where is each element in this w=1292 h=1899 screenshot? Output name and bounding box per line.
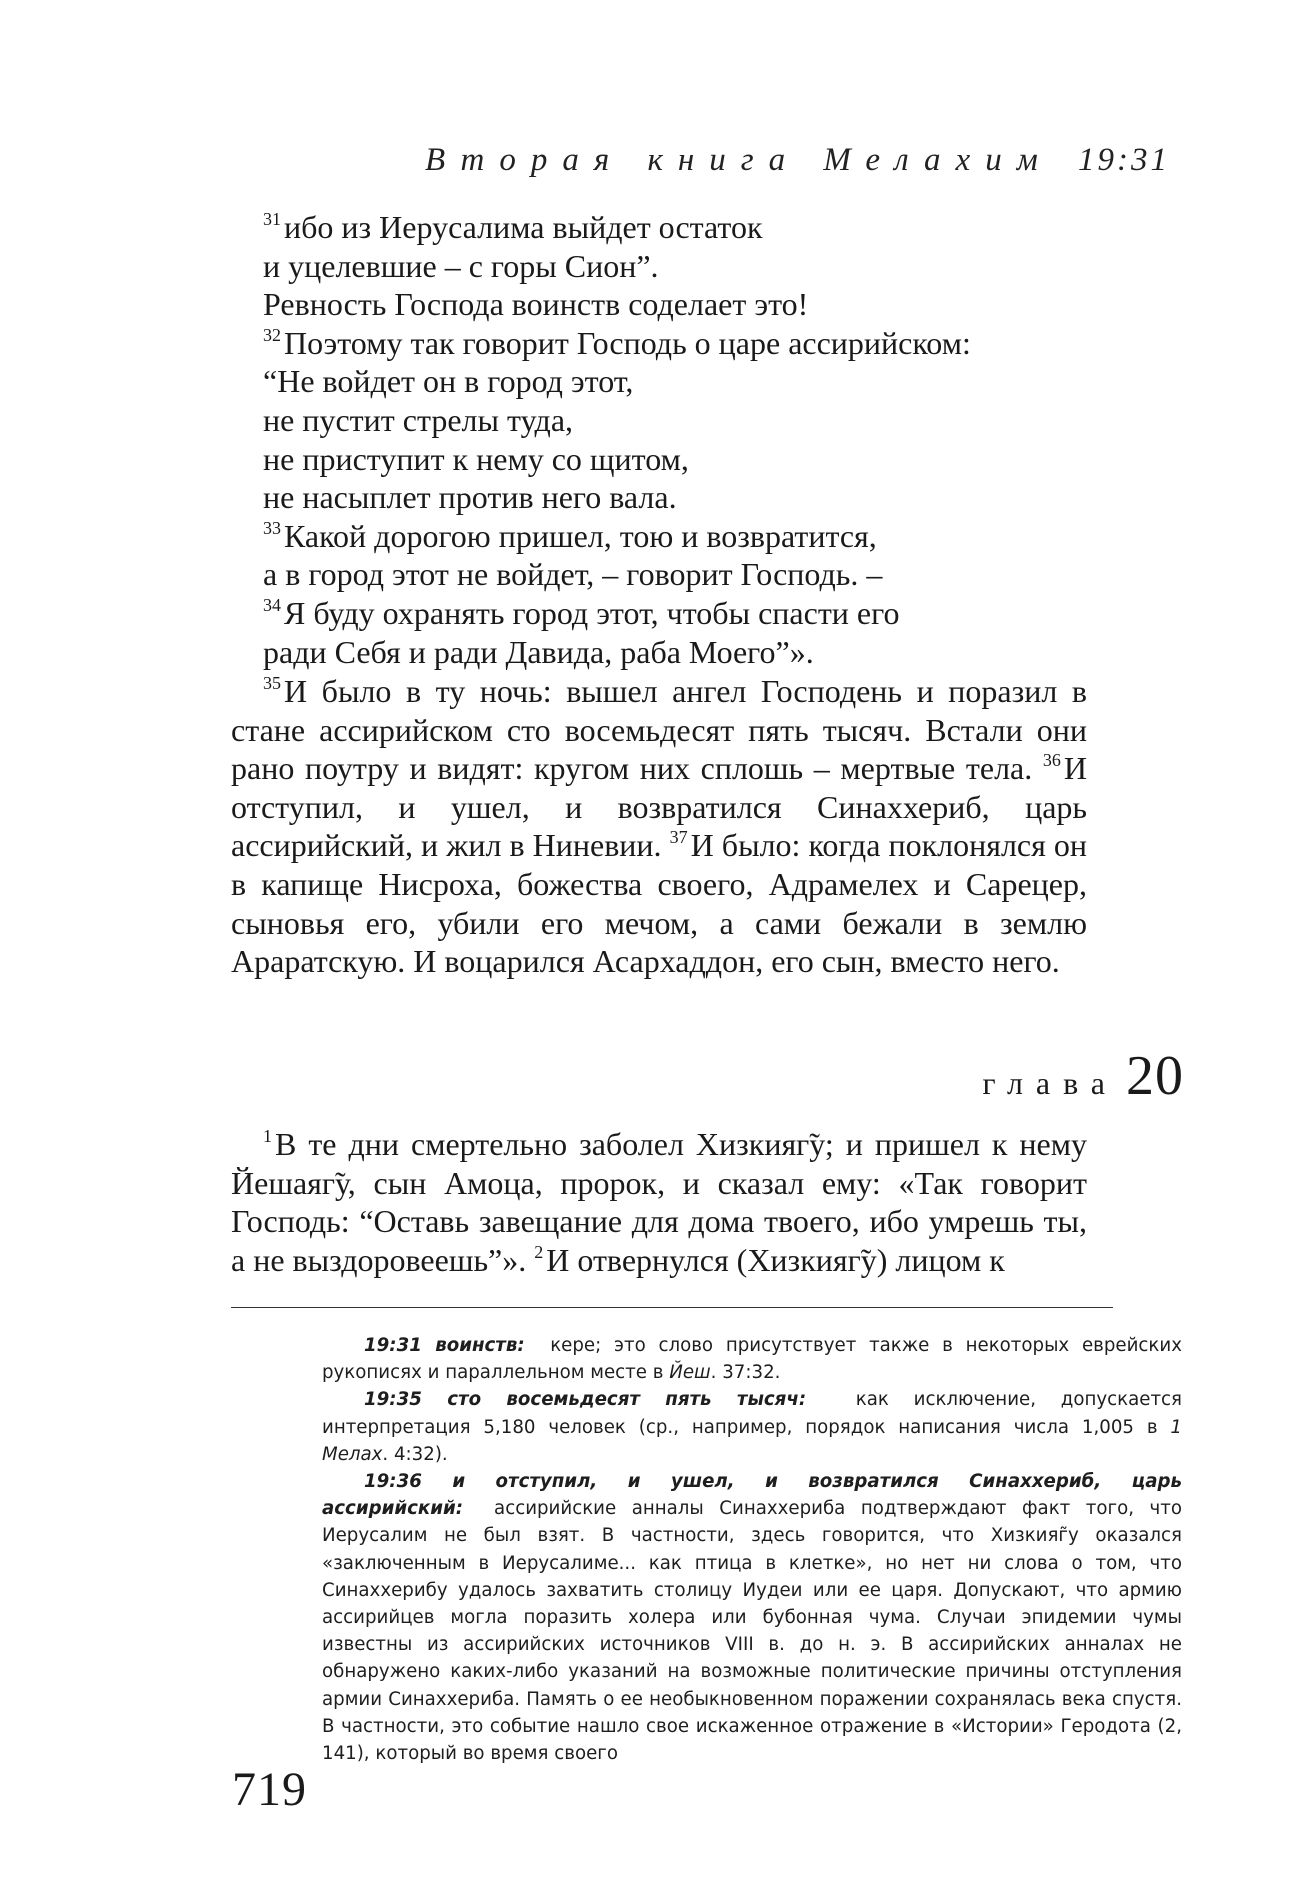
verse-text: И было в ту ночь: вышел ангел Господень и поразил в стане ассирийском сто восемьдесят пять тысяч. Встали они рано поутру и видят: кругом них сплошь – мертвые тела. [231, 673, 1087, 787]
verse-text: И отвернулся (Хизкияг̃у) лицом к [546, 1241, 1005, 1278]
verse-text: В те дни смертельно заболел Хизкияг̃у; и пришел к нему Йешаяг̃у, сын Амоца, пророк, и сказал ему: «Так говорит Господь: “Оставь завещание для дома твоего, ибо умрешь ты, а не выздоровеешь”». [231, 1126, 1087, 1278]
footnote-italic: Йеш [669, 1362, 711, 1384]
chapter-label: глава [982, 1065, 1118, 1101]
running-header [0, 142, 1292, 182]
poem-line [263, 555, 1113, 594]
poetic-verses [263, 208, 1113, 671]
poem-line [263, 285, 1113, 324]
poem-line-text: “Не войдет он в город этот, [263, 363, 634, 400]
verse-number: 35 [263, 673, 281, 693]
poem-line [263, 478, 1113, 517]
poem-line-text: Я буду охранять город этот, чтобы спасти его [284, 594, 900, 631]
footnote-italic: 1 Мелах [322, 1416, 1182, 1465]
running-reference: 19:31 [1078, 142, 1170, 178]
poem-line-text: ради Себя и ради Давида, раба Моего”». [263, 633, 814, 670]
poem-line-text: Какой дорогою пришел, тою и возвратится, [284, 517, 877, 554]
poem-line [263, 247, 1113, 286]
poem-line-text: а в город этот не войдет, – говорит Господь. – [263, 556, 883, 593]
poem-line [263, 208, 1113, 247]
verse-number: 36 [1042, 750, 1061, 771]
poem-line-text: Ревность Господа воинств соделает это! [263, 286, 809, 323]
footnotes [322, 1332, 1182, 1767]
prose-paragraph-19 [231, 672, 1087, 981]
verse-number: 2 [534, 1241, 544, 1262]
prose-paragraph-20 [231, 1125, 1087, 1279]
footnote-text: . 37:32. [710, 1362, 781, 1384]
footnote-text: кере; это слово присутствует также в некоторых еврейских рукописях и параллельном месте в [322, 1335, 1182, 1384]
footnote-text: . 4:32). [382, 1443, 448, 1465]
verse-number: 34 [263, 594, 281, 615]
poem-line-text: ибо из Иерусалима выйдет остаток [284, 209, 763, 245]
poem-line [263, 440, 1113, 479]
verse-number: 37 [669, 827, 688, 848]
verse-number: 33 [263, 517, 281, 538]
poem-line-text: и уцелевшие – с горы Сион”. [263, 247, 659, 284]
verse-text: И было: когда поклонялся он в капище Нисроха, божества своего, Адрамелех и Сарецер, сыновья его, убили его мечом, а сами бежали в землю Араратскую. И воцарился Асархаддон, его сын, вместо него. [231, 827, 1088, 980]
footnote-ref: 19:31 воинств: [364, 1335, 525, 1356]
poem-line [263, 594, 1113, 633]
chapter-number: 20 [1126, 1045, 1184, 1107]
poem-line [263, 517, 1113, 556]
chapter-heading [982, 1044, 1184, 1124]
poem-line [263, 324, 1113, 363]
footnote [322, 1386, 1182, 1468]
verse-text: И отступил, и ушел, и возвратился Синаххериб, царь ассирийский, и жил в Ниневии. [231, 750, 1087, 864]
page-number: 719 [232, 1763, 307, 1816]
verse-number: 1 [263, 1126, 272, 1146]
footnote-divider [231, 1307, 1113, 1308]
footnote-text: ассирийские анналы Синаххериба подтверждают факт того, что Иерусалим не был взят. В частности, здесь говорится, что Хизкияг̃у оказался «заключенным в Иерусалиме... как птица в клетке», но нет ни слова о том, что Синаххерибу удалось захватить столицу Иудеи или ее царя. Допускают, что армию ассирийцев могла поразить холера или бубонная чума. Случаи эпидемии чумы известны из ассирийских источников VIII в. до н. э. В ассирийских анналах не обнаружено каких-либо указаний на возможные политические причины отступления армии Синаххериба. Память о ее необыкновенном поражении сохранялась века спустя. В частности, это событие нашло свое искаженное отражение в «Истории» Геродота (2, 141), который во время своего [322, 1498, 1182, 1765]
verse-number: 32 [263, 324, 281, 345]
footnote-ref: 19:36 и отступил, и ушел, и возвратился Синаххериб, царь ассирийский: [322, 1471, 1182, 1520]
footnote [322, 1468, 1182, 1767]
poem-line [263, 401, 1113, 440]
verse-number: 31 [263, 209, 281, 229]
footnote [322, 1332, 1182, 1386]
poem-line [263, 362, 1113, 401]
poem-line-text: не насыплет против него вала. [263, 479, 677, 516]
poem-line-text: Поэтому так говорит Господь о царе ассирийском: [284, 324, 971, 361]
poem-line [263, 633, 1113, 672]
running-title: Вторая книга Мелахим [425, 142, 1053, 178]
poem-line-text: не приступит к нему со щитом, [263, 440, 689, 477]
footnote-text: как исключение, допускается интерпретация 5,180 человек (ср., например, порядок написания числа 1,005 в [322, 1389, 1182, 1438]
poem-line-text: не пустит стрелы туда, [263, 401, 574, 438]
footnote-ref: 19:35 сто восемьдесят пять тысяч: [364, 1389, 807, 1411]
